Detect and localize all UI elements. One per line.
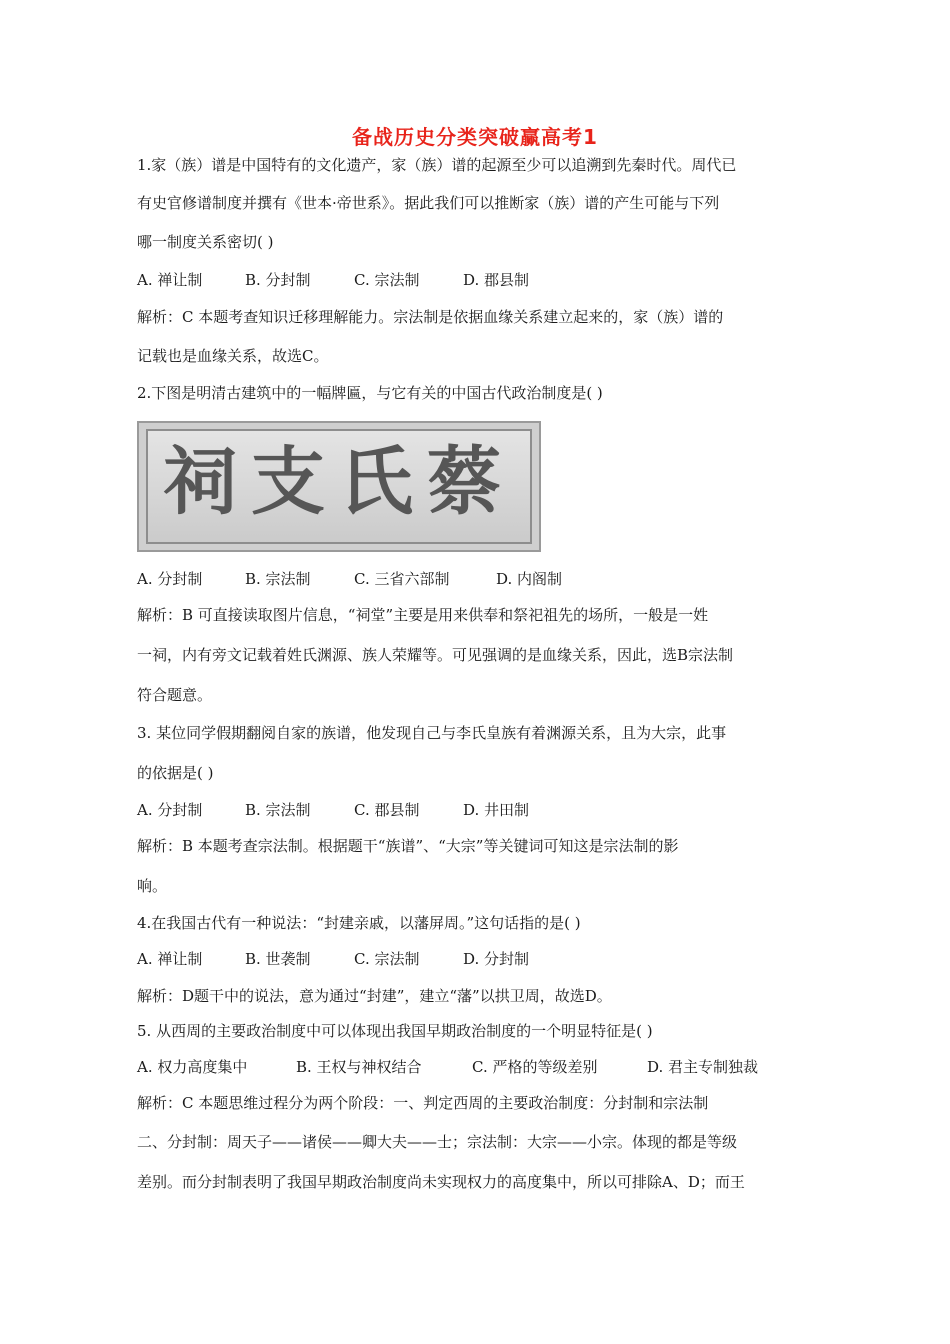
q2-option-a: A. 分封制 xyxy=(137,570,203,588)
q5-analysis-line: 二、分封制：周天子——诸侯——卿大夫——士；宗法制：大宗——小宗。体现的都是等级 xyxy=(137,1133,738,1151)
q4-option-c: C. 宗法制 xyxy=(354,950,420,968)
q1-stem-line: 有史官修谱制度并撰有《世本·帝世系》。据此我们可以推断家（族）谱的产生可能与下列 xyxy=(137,194,720,212)
q3-analysis-line: 解析：B 本题考查宗法制。根据题干“族谱”、“大宗”等关键词可知这是宗法制的影 xyxy=(137,837,679,855)
q3-stem-line: 的依据是( ) xyxy=(137,764,214,782)
q5-option-c: C. 严格的等级差别 xyxy=(472,1058,598,1076)
q1-stem-line: 哪一制度关系密切( ) xyxy=(137,233,274,251)
q1-option-d: D. 郡县制 xyxy=(463,271,530,289)
document-title: 备战历史分类突破赢高考1 xyxy=(352,125,598,149)
q3-option-b: B. 宗法制 xyxy=(245,801,311,819)
q5-stem-line: 5. 从西周的主要政治制度中可以体现出我国早期政治制度的一个明显特征是( ) xyxy=(137,1022,653,1040)
q5-analysis-line: 解析：C 本题思维过程分为两个阶段：一、判定西周的主要政治制度：分封制和宗法制 xyxy=(137,1094,709,1112)
plaque-inscription: 祠支氏蔡 xyxy=(163,439,515,525)
q5-option-a: A. 权力高度集中 xyxy=(137,1058,248,1076)
q1-option-c: C. 宗法制 xyxy=(354,271,420,289)
q2-option-b: B. 宗法制 xyxy=(245,570,311,588)
q5-option-b: B. 王权与神权结合 xyxy=(296,1058,422,1076)
q2-stem-line: 2.下图是明清古建筑中的一幅牌匾，与它有关的中国古代政治制度是( ) xyxy=(137,384,603,402)
q2-analysis-line: 符合题意。 xyxy=(137,686,213,704)
q2-analysis-line: 解析：B 可直接读取图片信息，“祠堂”主要是用来供奉和祭祀祖先的场所，一般是一姓 xyxy=(137,606,709,624)
q3-stem-line: 3. 某位同学假期翻阅自家的族谱，他发现自己与李氏皇族有着渊源关系，且为大宗，此事 xyxy=(137,724,727,742)
q1-analysis-line: 解析：C 本题考查知识迁移理解能力。宗法制是依据血缘关系建立起来的，家（族）谱的 xyxy=(137,308,724,326)
q2-option-c: C. 三省六部制 xyxy=(354,570,450,588)
q1-stem-line: 1.家（族）谱是中国特有的文化遗产，家（族）谱的起源至少可以追溯到先秦时代。周代已 xyxy=(137,156,737,174)
q3-option-a: A. 分封制 xyxy=(137,801,203,819)
q4-option-d: D. 分封制 xyxy=(463,950,530,968)
q1-option-b: B. 分封制 xyxy=(245,271,311,289)
q5-option-d: D. 君主专制独裁 xyxy=(647,1058,759,1076)
q4-analysis-line: 解析：D题干中的说法，意为通过“封建”，建立“藩”以拱卫周，故选D。 xyxy=(137,987,612,1005)
q4-option-b: B. 世袭制 xyxy=(245,950,311,968)
q2-option-d: D. 内阁制 xyxy=(496,570,563,588)
q3-analysis-line: 响。 xyxy=(137,877,168,895)
q5-analysis-line: 差别。而分封制表明了我国早期政治制度尚未实现权力的高度集中，所以可排除A、D；而王 xyxy=(137,1173,745,1191)
q2-analysis-line: 一祠，内有旁文记载着姓氏渊源、族人荣耀等。可见强调的是血缘关系，因此，选B宗法制 xyxy=(137,646,734,664)
q4-option-a: A. 禅让制 xyxy=(137,950,203,968)
q3-option-c: C. 郡县制 xyxy=(354,801,420,819)
plaque-image xyxy=(137,421,541,552)
q1-analysis-line: 记载也是血缘关系，故选C。 xyxy=(137,347,329,365)
q3-option-d: D. 井田制 xyxy=(463,801,530,819)
q4-stem-line: 4.在我国古代有一种说法：“封建亲戚，以藩屏周。”这句话指的是( ) xyxy=(137,914,581,932)
q1-option-a: A. 禅让制 xyxy=(137,271,203,289)
